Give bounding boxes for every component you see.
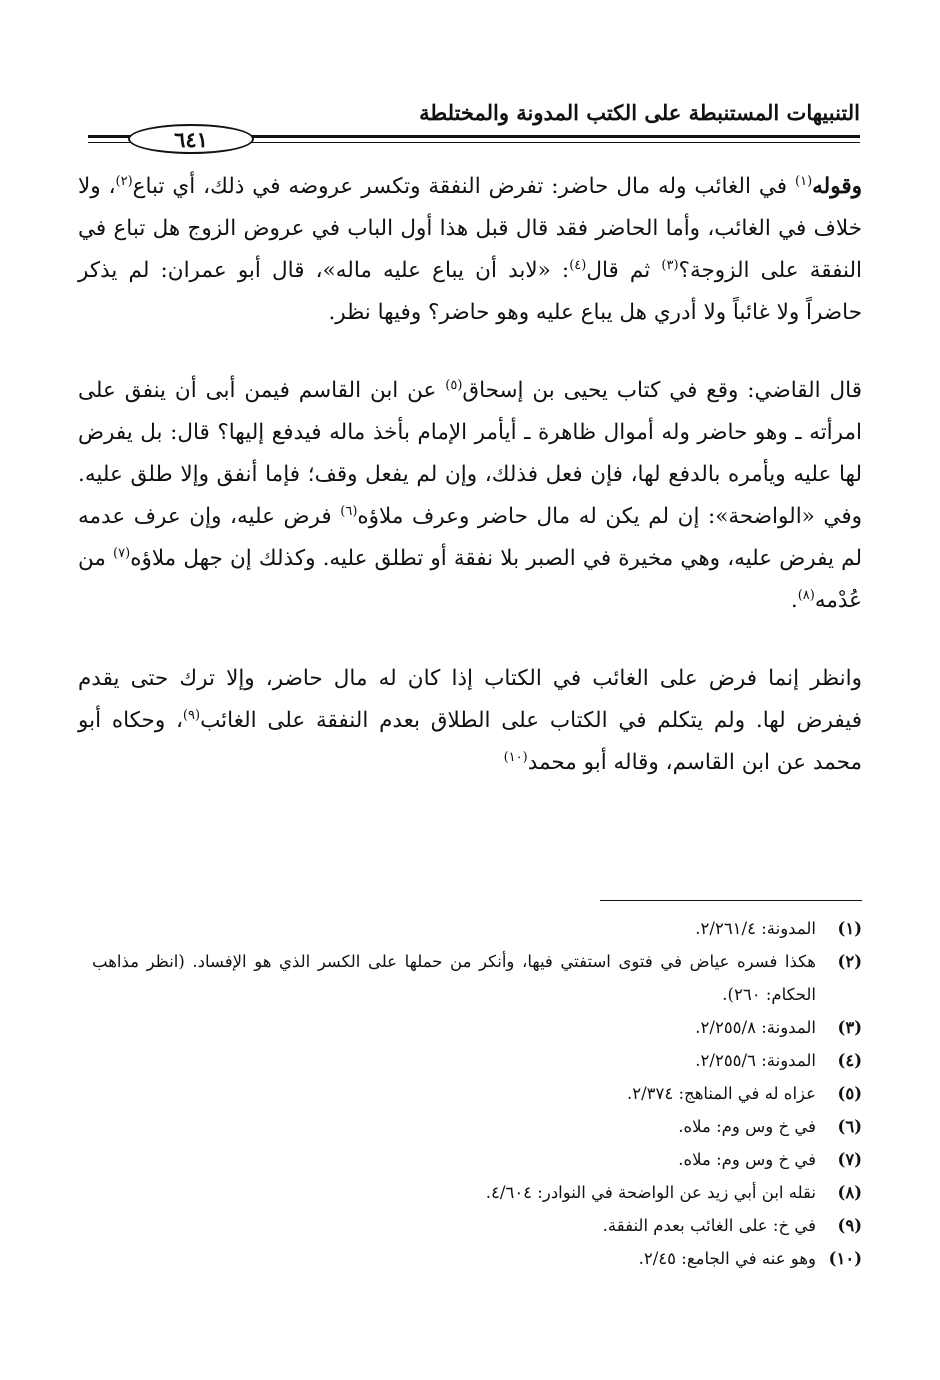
footnote-text: في خ وس وم: ملاه. xyxy=(678,1150,816,1169)
footnote-ref: (٣) xyxy=(661,258,679,273)
footnote-text: هكذا فسره عياض في فتوى استفتي فيها، وأنكر من حملها على الكسر الذي هو الإفساد. (انظر مذاهب الحكام: ٢٦٠). xyxy=(92,952,816,1004)
footnote-number: (١٠) xyxy=(828,1249,862,1268)
footnote-number: (٩) xyxy=(837,1216,862,1235)
running-title: التنبيهات المستنبطة على الكتب المدونة والمختلطة xyxy=(419,100,860,125)
footnote-ref: (٨) xyxy=(797,588,815,603)
footnote-ref: (٦) xyxy=(340,504,358,519)
footnote-number: (٤) xyxy=(837,1051,862,1070)
footnote xyxy=(92,1242,862,1275)
lead-word: وقوله xyxy=(812,174,862,199)
footnote-number: (١) xyxy=(837,919,862,938)
footnote-number: (٣) xyxy=(837,1018,862,1037)
text-run: وانظر إنما فرض على الغائب في الكتاب إذا كان له مال حاضر، وإلا ترك حتى يقدم فيفرض لها. ولم يتكلم في الكتاب على الطلاق بعدم النفقة على الغائب xyxy=(78,666,862,733)
footnotes xyxy=(92,912,862,1275)
footnote-number: (٢) xyxy=(837,952,862,971)
footnote xyxy=(92,1077,862,1110)
footnote-text: المدونة: ٢/٢٥٥/٦. xyxy=(695,1051,816,1070)
text-run: . xyxy=(790,588,798,613)
text-run: : «لابد أن يباع عليه ماله»، قال أبو عمران: لم يذكر حاضراً ولا غائباً ولا أدري هل يباع عليه وهو حاضر؟ وفيها نظر. xyxy=(78,258,862,325)
text-run: ، وحكاه أبو محمد عن ابن القاسم، وقاله أبو محمد xyxy=(78,708,862,775)
paragraph xyxy=(78,370,862,622)
footnote-number: (٨) xyxy=(837,1183,862,1202)
footnote xyxy=(92,1011,862,1044)
footnote-ref: (٤) xyxy=(569,258,587,273)
footnote xyxy=(92,1209,862,1242)
text-run: فرض عليه، وإن عرف عدمه لم يفرض عليه، وهي مخيرة في الصبر بلا نفقة أو تطلق عليه. وكذلك إن جهل ملاؤه xyxy=(78,504,862,571)
text-run: في الغائب وله مال حاضر: تفرض النفقة وتكسر عروضه في ذلك، أي تباع xyxy=(132,174,795,199)
main-text xyxy=(78,166,862,784)
footnote xyxy=(92,912,862,945)
footnote-text: نقله ابن أبي زيد عن الواضحة في النوادر: ٤/٦٠٤. xyxy=(485,1183,816,1202)
footnote xyxy=(92,1143,862,1176)
footnote-text: المدونة: ٢/٢٥٥/٨. xyxy=(695,1018,816,1037)
text-run: من عُدْمه xyxy=(78,546,862,613)
page-number: ٦٤١ xyxy=(128,124,254,154)
footnote-number: (٦) xyxy=(837,1117,862,1136)
footnote-ref: (١٠) xyxy=(503,750,528,765)
paragraph xyxy=(78,658,862,784)
text-run: ، ولا خلاف في الغائب، وأما الحاضر فقد قال قبل هذا أول الباب في عروض الزوج هل تباع في النفقة على الزوجة؟ xyxy=(78,174,863,283)
text-run: عن ابن القاسم فيمن أبى أن ينفق على امرأته ـ وهو حاضر وله أموال ظاهرة ـ أيأمر الإمام بأخذ ماله فيدفع إليها؟ قال: بل يفرض لها عليه ويأمره بالدفع لها، فإن فعل فذلك، وإن لم يفعل وقف؛ فإما أنفق وإلا طلق عليه. وفي «الواضحة»: إن لم يكن له مال حاضر وعرف ملاؤه xyxy=(78,378,862,529)
footnote-ref: (٥) xyxy=(445,378,463,393)
text-run: ثم قال xyxy=(586,258,662,283)
paragraph xyxy=(78,166,862,334)
footnote xyxy=(92,1044,862,1077)
footnote-separator xyxy=(600,900,862,901)
footnote-number: (٧) xyxy=(837,1150,862,1169)
footnote-ref: (١) xyxy=(795,174,813,189)
footnote-number: (٥) xyxy=(837,1084,862,1103)
footnote-text: وهو عنه في الجامع: ٢/٤٥. xyxy=(638,1249,816,1268)
footnote-text: المدونة: ٢/٢٦١/٤. xyxy=(695,919,816,938)
footnote xyxy=(92,945,862,1011)
footnote-ref: (٩) xyxy=(182,708,201,723)
footnote xyxy=(92,1110,862,1143)
footnote xyxy=(92,1176,862,1209)
footnote-text: في خ وس وم: ملاه. xyxy=(678,1117,816,1136)
footnote-ref: (٢) xyxy=(115,174,133,189)
footnote-text: عزاه له في المناهج: ٢/٣٧٤. xyxy=(626,1084,816,1103)
text-run: قال القاضي: وقع في كتاب يحيى بن إسحاق xyxy=(462,378,862,403)
footnote-text: في خ: على الغائب بعدم النفقة. xyxy=(602,1216,816,1235)
page-header xyxy=(88,96,860,156)
footnote-ref: (٧) xyxy=(113,546,131,561)
